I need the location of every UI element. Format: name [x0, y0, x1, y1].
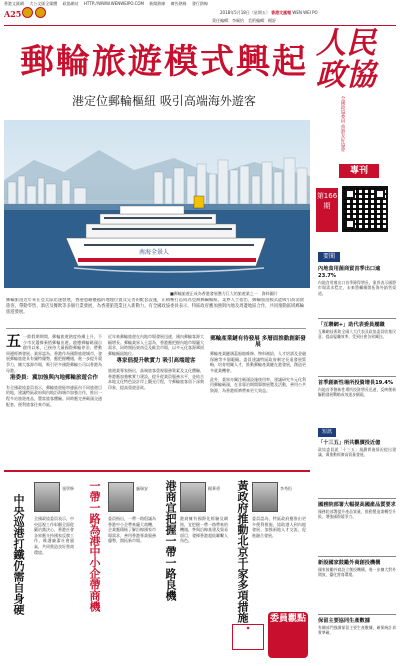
brief-headline[interactable]: 「十三五」所共觀價投近億: [318, 440, 381, 446]
member-name: 楊華勇: [208, 486, 220, 491]
brief-divider: [318, 556, 396, 557]
feature-title: 中央巡港打鐵仍需自身硬: [12, 494, 25, 615]
page-subheadline: 港定位郵輪樞紐 吸引高端海外遊客: [72, 94, 256, 108]
brief-text: 有關部門強調保留主要生產數據，確保統計真實準確。: [318, 625, 396, 636]
dropcap: 五: [6, 334, 22, 350]
feature-text: 委員指出，一帶一路倡議為香港中小企帶來龐大商機，企業應積極了解沿線國家市場需求，善用香港專業服務優勢，開拓新市場。: [108, 516, 156, 544]
issue-number: 第166期: [316, 188, 338, 232]
member-name: 李秀恒: [280, 486, 292, 491]
brief-headline[interactable]: 「互聯網+」助代表委員履職: [318, 322, 385, 328]
brief-text: 國務院部署提升產品質量，推動製造業轉型升級，增強國際競爭力。: [318, 509, 396, 520]
top-link[interactable]: HTTP://WWW.WENWEIPO.COM: [83, 1, 144, 6]
brief-text: 國家鼓勵外商設立創投機構，進一步擴大對外開放，優化營商環境。: [318, 567, 396, 578]
member-portrait: [252, 482, 278, 512]
article-text: 旅遊業專家指出，高端旅客重視服務質素及文化體驗，香港應加強軟實力建設，提升從業員服務水平，並結合本地文化特色設計岸上觀光行程，令郵輪旅客留下深刻印象，提高重遊意欲。: [108, 367, 204, 390]
paper-name-en: WEN WEI PO: [292, 10, 318, 15]
brief-divider: [318, 376, 396, 377]
editors-line: 責任編輯：李佩怡 美術編輯：楊舒: [212, 18, 276, 23]
emblem-icon: [35, 7, 46, 18]
brief-headline[interactable]: 首季創新性場所投資增長19.4%: [318, 380, 394, 386]
brief-item[interactable]: [318, 560, 396, 611]
article-text: 一節假期期間，郵輪旅遊熱度持續上升，不少市民選擇乘搭郵輪出遊。啟德郵輪碼頭自啟用以來，已接待大量國際郵輪停泊，帶動周邊經濟發展。業界認為，香港作為國際旅遊城市，發展郵輪旅遊具有獨特優勢，應把握機遇，進一步提升競爭力，擴大客源市場，吸引更多國際郵輪公司以香港為母港。: [6, 334, 102, 373]
section-heading: 港委員：冀加強與內地郵輪旅遊合作: [9, 375, 98, 382]
photo-caption: ■郵輪旅遊正成為香港發展潛力巨大的旅遊業之一 資料圖片: [170, 291, 278, 296]
brief-text: 政協委員就「十三五」規劃實施情況提出建議，冀推動經濟高質量發展。: [318, 447, 396, 458]
masthead-title: 人民政協: [316, 26, 376, 93]
masthead: [312, 28, 396, 244]
brief-text: 內地首季創新性場所投資增長迅速，反映創新驅動發展戰略成效逐步顯現。: [318, 387, 396, 398]
top-link[interactable]: 廣告熱線: [170, 1, 187, 6]
top-link-bar: [0, 0, 400, 7]
article-text: 近年來郵輪旅遊在內地市場發展迅速，國內郵輪客源大幅增長。郵輪業界人士認為，香港應把握內地市場龐大需求，同時開拓東南亞及歐美市場，以多元化客源鞏固郵輪樞紐地位。: [108, 334, 204, 356]
cruise-ship-photo: [4, 120, 310, 288]
sidebar-tag: 短訊: [318, 428, 336, 437]
member-views-section: [4, 470, 310, 662]
emblem-icon: [22, 7, 33, 18]
brief-item[interactable]: [318, 618, 396, 663]
brief-divider: [318, 498, 396, 499]
article-text: 有全國政協委員表示，郵輪旅遊能串連區內不同旅遊目的地，建議特區政府與內地沿海城市加強合作，推出一程多站旅遊產品，豐富旅客體驗。同時應完善碼頭交通配套，便利旅客往來市區。: [6, 384, 102, 407]
brief-headline[interactable]: 保留主要協同生產數據: [318, 618, 370, 624]
ship-name-text: 南海全景人: [138, 249, 170, 256]
brief-divider: [318, 318, 396, 319]
top-link[interactable]: 新聞熱線: [149, 1, 166, 6]
section-divider: [6, 328, 306, 329]
feature-text: 委員認為，特區政府應推出更多便利措施，協助港人到內地發展，加強兩地人才交流，促進融合發展。: [252, 516, 306, 538]
emblem-group: [22, 7, 46, 18]
top-link[interactable]: 香港文匯網: [4, 1, 24, 6]
brief-item[interactable]: [318, 266, 396, 324]
article-column-3: [210, 334, 306, 466]
page-number: A25: [4, 9, 22, 19]
feature-text: 港商擁有國際化經驗及網絡，宜把握一帶一路帶來的機遇，參與沿線基建及貿易項目，發揮香港超級聯繫人角色。: [180, 516, 228, 544]
member-portrait: [180, 482, 206, 512]
lead-intro: 郵輪旅遊近年來在亞太區迅速發展，香港憑藉優越的地理位置及完善的配套設施，正積極打造成為亞洲郵輪樞紐。業界人士指出，郵輪旅遊模式能吸引高消費旅客，帶動零售、酒店及餐飲等多個行業發展，為香港旅遊業注入新動力。有全國政協委員表示，特區政府應加強與內地及周邊地區合作，共同推動區域郵輪旅遊發展。: [6, 298, 304, 315]
qr-code-icon[interactable]: [342, 186, 388, 232]
feature-text: 全國政協委員表示，中央巡視工作彰顯全面從嚴治黨決心，香港社會各界應支持國家反腐工作，維護廉潔社會風氣，共同營造良好營商環境。: [34, 516, 74, 555]
article-column-1: [6, 334, 102, 466]
brief-headline[interactable]: 新設國家鼓勵外商創投機構: [318, 560, 381, 566]
section-heading: 郵輪產業鏈有待發展 多層面推動創新發展: [210, 336, 306, 348]
member-portrait: [108, 482, 134, 512]
brief-item[interactable]: [318, 440, 396, 497]
brief-divider: [318, 614, 396, 615]
partner-logo: ◆: [232, 624, 264, 650]
section-heading: 專家倡提升軟實力 吸引高端遊客: [116, 358, 196, 365]
brief-headline[interactable]: 國務院部署大幅提高國產品質要求: [318, 502, 396, 508]
top-link[interactable]: 發行熱線: [191, 1, 208, 6]
member-portrait: [34, 482, 60, 512]
brief-item[interactable]: [318, 380, 396, 427]
special-edition-label: 專刊: [339, 164, 379, 178]
article-column-2: [108, 334, 204, 466]
feature-title: 港商宜把握一帶一路良機: [164, 480, 177, 601]
masthead-side-text: 全國政協委員 香港友好協會: [340, 96, 345, 152]
member-views-stamp: 委員觀點: [268, 612, 308, 658]
brief-item[interactable]: [318, 322, 396, 373]
brief-item[interactable]: [318, 502, 396, 553]
date-line: 2018年5月18日（星期五） 香港文匯報 WEN WEI PO: [220, 10, 318, 15]
feature-title: 一帶一路為港中小企帶商機: [88, 480, 101, 612]
paper-name: 香港文匯報: [271, 10, 292, 15]
member-name: 盧瑞安: [136, 486, 148, 491]
brief-headline[interactable]: 內地食用菌商貿首季出口逾23.7%: [318, 266, 381, 279]
feature-title: 黃政府推動北京千家多項措施: [236, 480, 249, 623]
harbour-scene: [4, 120, 310, 288]
page-headline: 郵輪旅遊模式興起: [20, 42, 308, 82]
brief-text: 互聯網技術助全國人大代表及政協委員收集民意，提高履職效率，受到社會各界關注。: [318, 329, 396, 340]
article-text: 郵輪產業鏈涵蓋船舶維修、物料補給、人才培訓及金融保險等多個範疇。委員建議特區政府制定長遠發展策略，培育相關人才，推動郵輪產業鏈在港發展，創造更多就業機會。: [210, 351, 306, 373]
member-name: 張學修: [62, 486, 74, 491]
top-link[interactable]: 大公文匯全媒體: [29, 1, 58, 6]
top-link[interactable]: 政協網站: [62, 1, 79, 6]
brief-text: 內地食用菌出口首季錄得增長，業界表示國際市場需求穩定，未來將繼續開拓海外銷售渠道。: [318, 280, 396, 296]
article-text: 此外，業界亦關注碼頭設施使用率，建議研究多元化利用郵輪碼頭，在非靠泊期間舉辦展覽及活動，善用公共資源，為香港經濟帶來更大效益。: [210, 376, 306, 393]
news-brief-sidebar: [318, 252, 396, 662]
sidebar-label: 要聞: [318, 252, 340, 262]
